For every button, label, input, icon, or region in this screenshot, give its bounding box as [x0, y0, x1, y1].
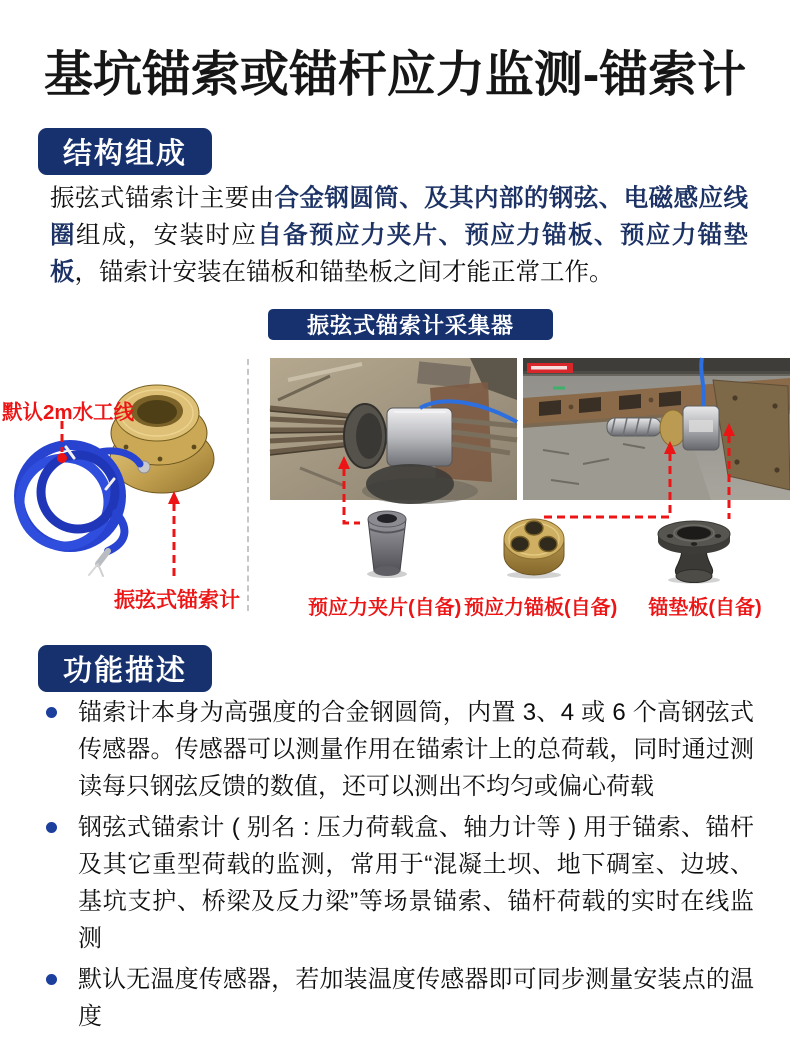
feature-item-3-text: 默认无温度传感器，若加装温度传感器即可同步测量安装点的温度 [78, 966, 754, 1030]
plate-annotation-arrowhead [664, 441, 676, 454]
clamp-annotation-label: 预应力夹片(自备) [308, 597, 462, 619]
features-section-badge [38, 645, 212, 692]
paragraph-segment-1: 振弦式锚索计主要由 [50, 185, 275, 212]
bullet-dot-icon [46, 974, 57, 985]
feature-item-2 [42, 809, 754, 957]
collector-figure [0, 355, 790, 623]
bearing-annotation-arrowhead [723, 423, 735, 436]
feature-list [42, 694, 754, 1039]
structure-section-badge-label: 结构组成 [62, 138, 187, 170]
bullet-dot-icon [46, 822, 57, 833]
sensor-annotation-label: 振弦式锚索计 [114, 589, 240, 612]
plate-annotation-line [539, 453, 670, 517]
feature-item-3 [42, 961, 754, 1035]
page-title: 基坑锚索或锚杆应力监测-锚索计 [43, 48, 747, 102]
paragraph-segment-2-highlight: 合金钢圆筒、及其内部的钢弦、电磁感应线圈 [50, 185, 748, 249]
paragraph-segment-4-highlight: 自备预应力夹片、预应力锚板、预应力锚垫板 [50, 222, 749, 286]
paragraph-segment-5: ，锚索计安装在锚板和锚垫板之间才能正常工作。 [74, 259, 614, 286]
structure-paragraph [50, 180, 748, 291]
features-section-badge-label: 功能描述 [62, 655, 187, 687]
feature-item-1 [42, 694, 754, 805]
bullet-dot-icon [46, 707, 57, 718]
sensor-annotation-arrowhead [168, 491, 180, 504]
paragraph-segment-3: 组成，安装时应 [75, 222, 258, 249]
feature-item-1-text: 锚索计本身为高强度的合金钢圆筒，内置 3、4 或 6 个高钢弦式传感器。传感器可以测量作用在锚索计上的总荷载，同时通过测读每只钢弦反馈的数值，还可以测出不均匀或偏心荷载 [78, 699, 754, 800]
clamp-annotation-line [344, 468, 360, 523]
wire-annotation-label: 默认2m水工线 [2, 401, 135, 424]
clamp-annotation-arrowhead [338, 456, 350, 469]
bearing-annotation-label: 锚垫板(自备) [648, 597, 762, 619]
structure-section-badge [38, 128, 212, 175]
collector-section-badge [268, 309, 553, 340]
collector-section-badge-label: 振弦式锚索计采集器 [306, 313, 514, 338]
wire-annotation-dot [57, 453, 67, 463]
plate-annotation-label: 预应力锚板(自备) [464, 597, 618, 619]
feature-item-2-text: 钢弦式锚索计 ( 别名 : 压力荷载盒、轴力计等 ) 用于锚索、锚杆及其它重型荷载的监测，常用于“混凝土坝、地下碉室、边坡、基坑支护、桥梁及反力梁”等场景锚索、锚杆荷载的实时在线监测 [78, 814, 754, 952]
